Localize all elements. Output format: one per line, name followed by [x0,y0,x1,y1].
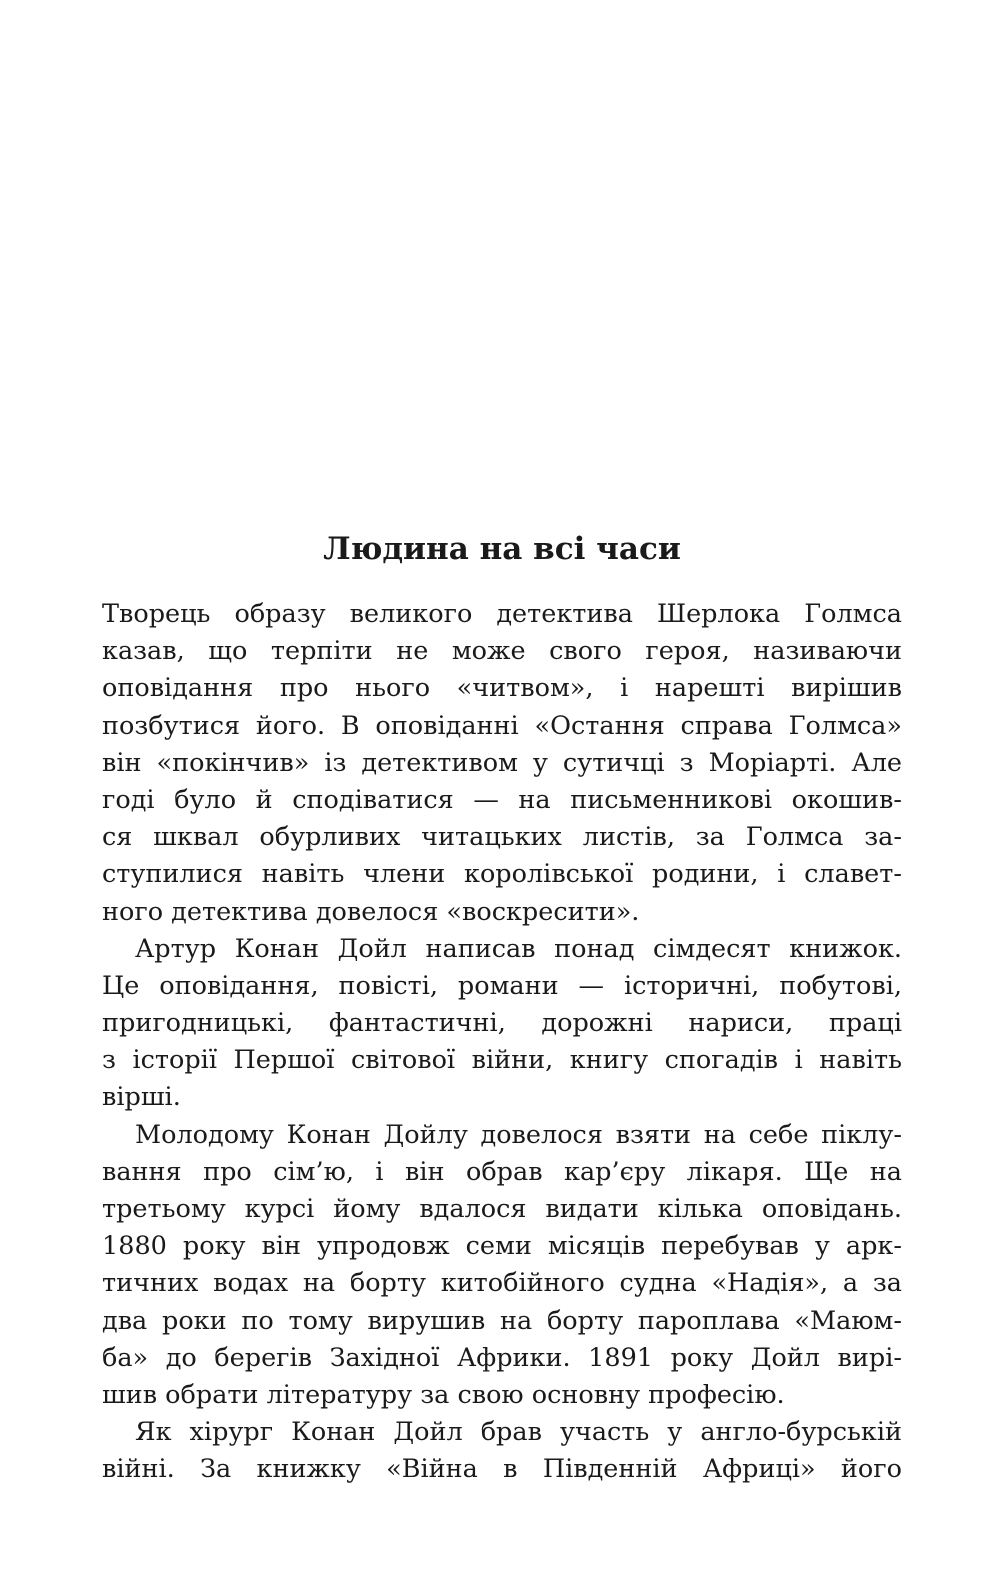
text-line: Творець образу великого детектива Шерлока Голмса [102,599,902,629]
text-line: вання про сім’ю, і він обрав кар’єру лікаря. Ще на [102,1156,902,1187]
text-line: з історії Першої світової війни, книгу спогадів і навіть [102,1045,902,1076]
text-line: оповідання про нього «читвом», і нарешті вирішив [102,673,902,704]
text-line: Артур Конан Дойл написав понад сімдесят книжок. [135,933,902,964]
text-line: ного детектива довелося «воскресити». [102,896,640,927]
text-line: він «покінчив» із детективом у сутичці з Моріарті. Але [102,747,902,778]
chapter-title: Людина на всі часи [323,531,681,567]
text-line: ступилися навіть члени королівської родини, і славет- [102,859,902,890]
text-line: третьому курсі йому вдалося видати кілька оповідань. [102,1194,902,1224]
body-text [102,596,902,1489]
text-line: тичних водах на борту китобійного судна «Надія», а за [102,1268,902,1299]
text-line: Як хірург Конан Дойл брав участь у англо-бурській [135,1417,902,1448]
text-line: пригодницькі, фантастичні, дорожні нариси, праці [102,1008,902,1039]
text-line: 1880 року він упродовж семи місяців перебував у арк- [102,1231,902,1262]
text-line: Молодому Конан Дойлу довелося взяти на себе піклу- [135,1119,902,1150]
text-line: ся шквал обурливих читацьких листів, за Голмса за- [102,822,902,853]
text-line: війні. За книжку «Війна в Південній Африці» його [102,1454,902,1485]
text-line: шив обрати літературу за свою основну професію. [102,1379,785,1410]
text-line: вірші. [102,1082,181,1113]
text-line: казав, що терпіти не може свого героя, називаючи [102,636,902,667]
text-line: позбутися його. В оповіданні «Остання справа Голмса» [102,710,902,741]
text-line: годі було й сподіватися — на письменникові окошив- [102,784,902,815]
text-line: ба» до берегів Західної Африки. 1891 року Дойл вирі- [102,1342,902,1373]
text-line: Це оповідання, повісті, романи — історичні, побутові, [102,970,902,1001]
text-line: два роки по тому вирушив на борту пароплава «Маюм- [102,1305,902,1336]
